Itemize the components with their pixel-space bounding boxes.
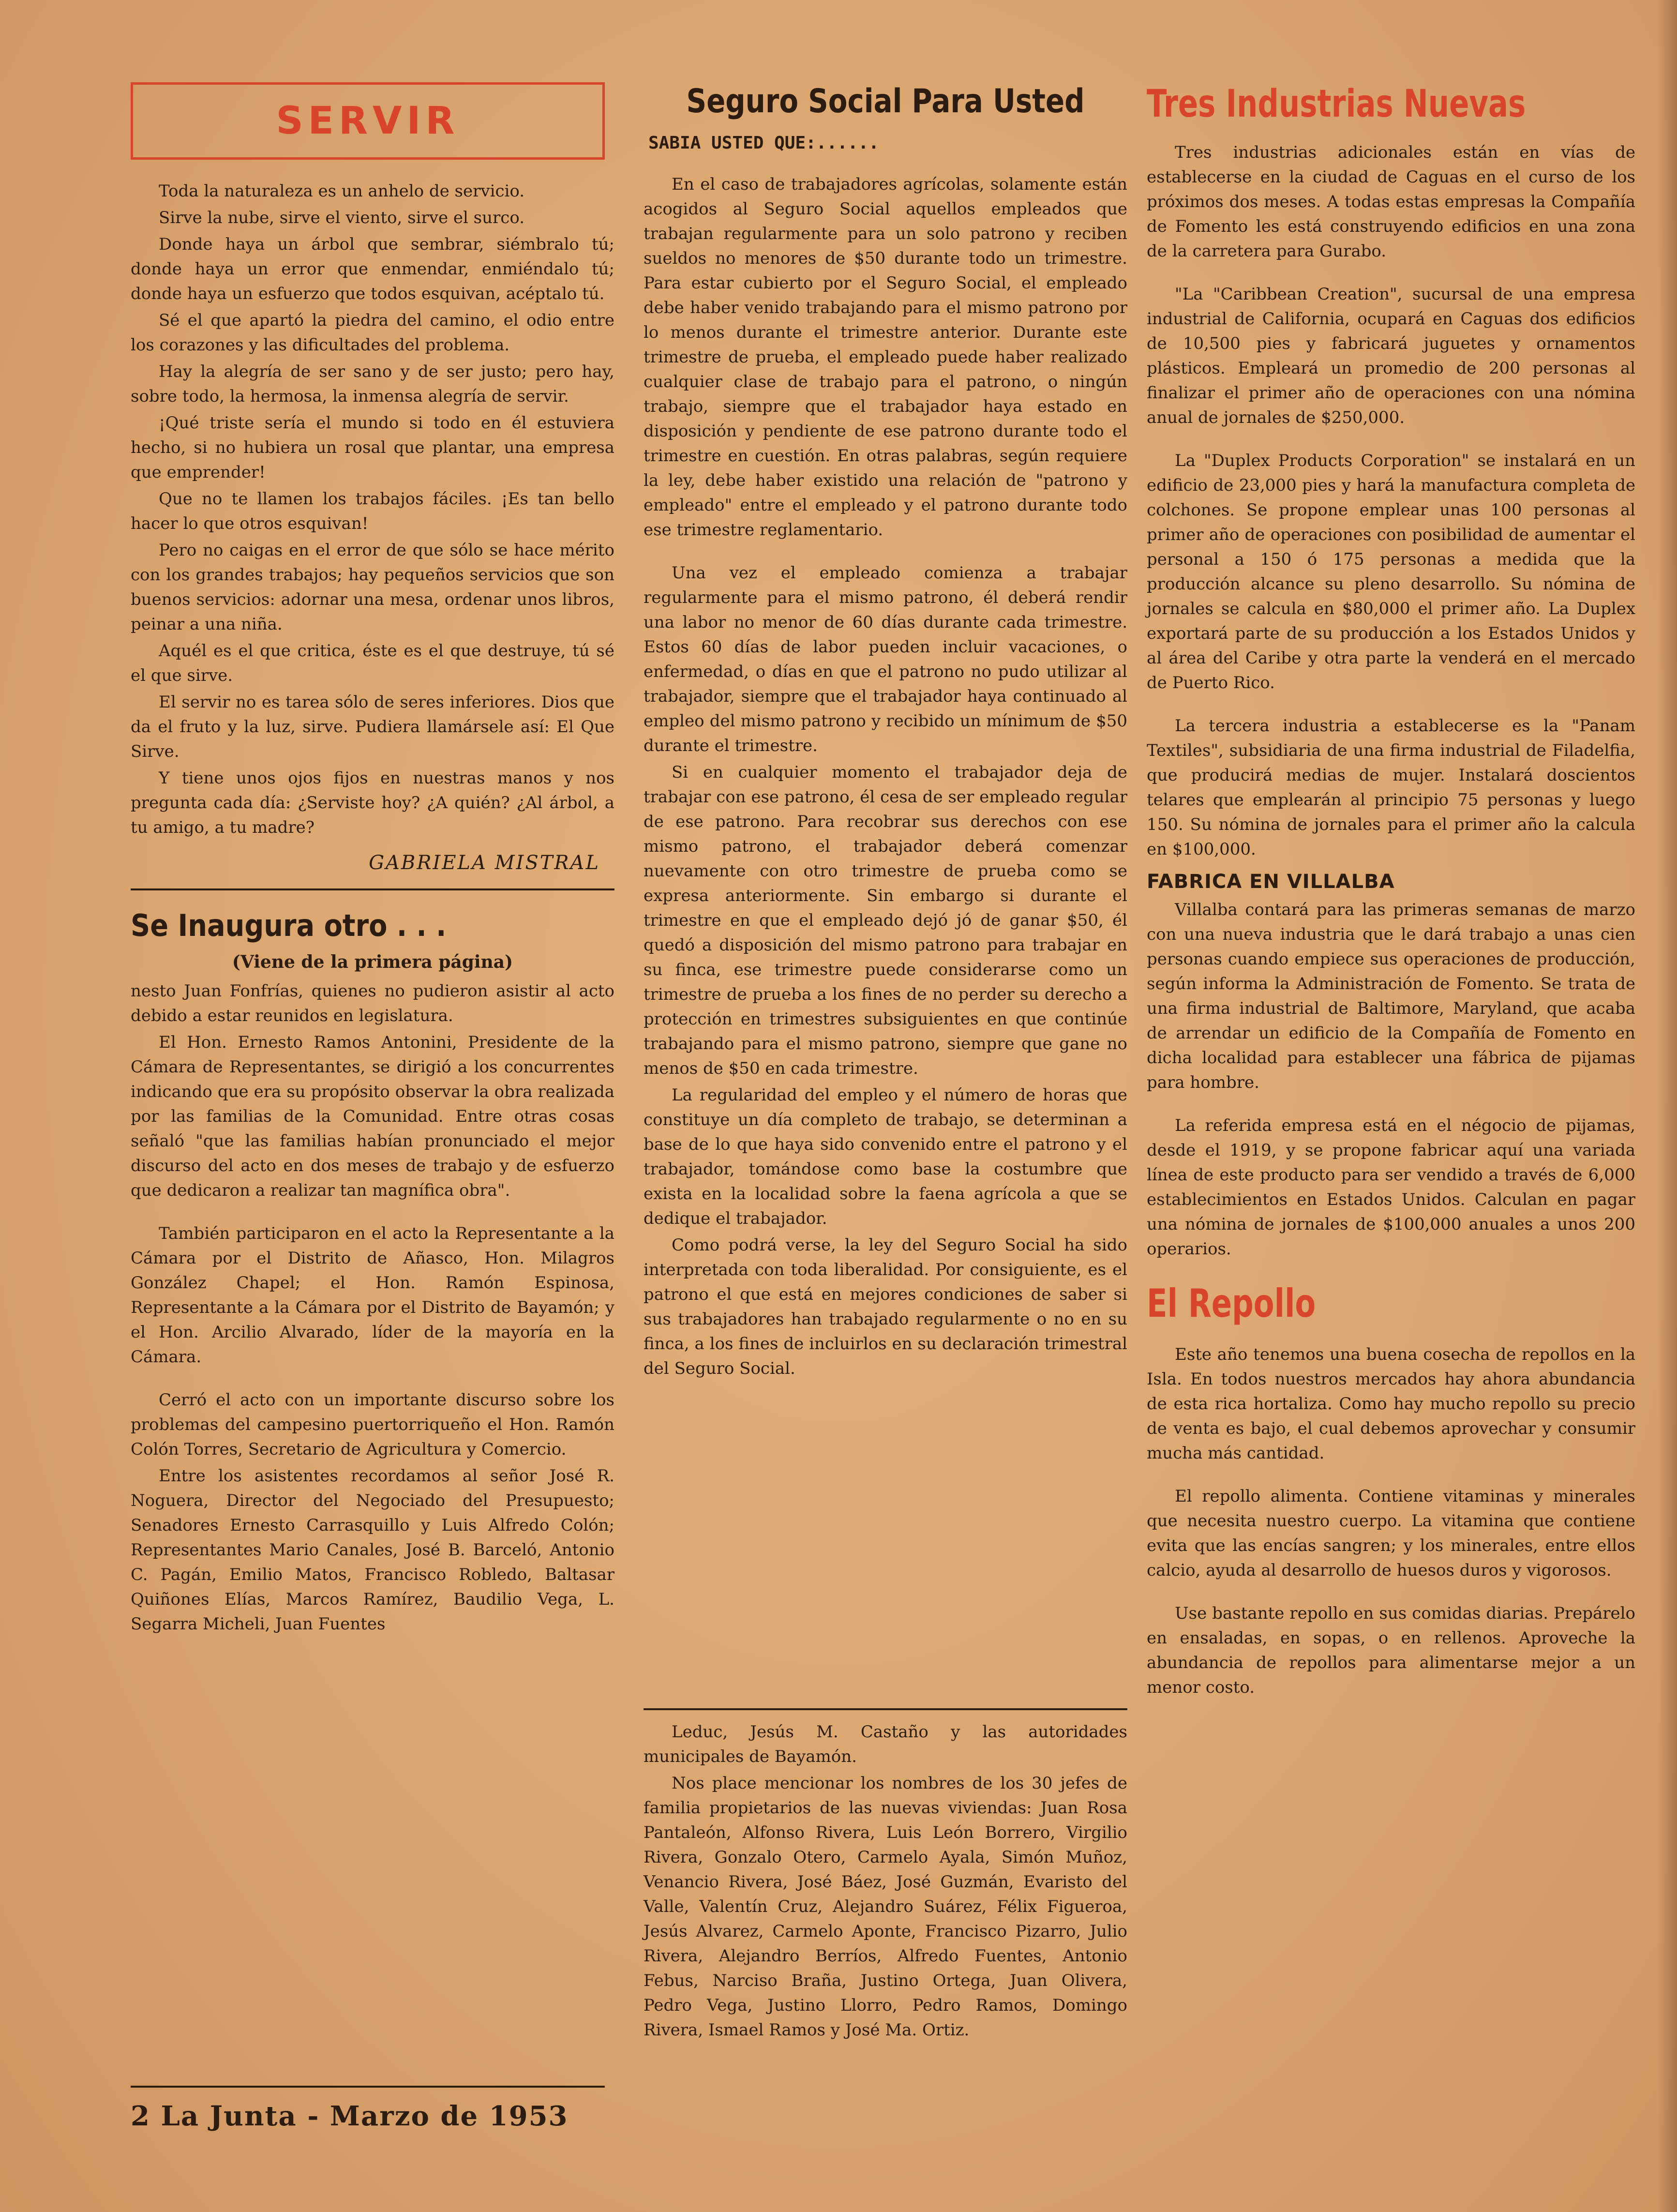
- inaugura-paragraph: Entre los asistentes recordamos al señor José R. Noguera, Director del Negociado del Presupuesto; Senadores Ernesto Carrasquillo y Luis Alfredo Colón; Representantes Mario Canales, José B. Barceló, Antonio C. Pagán, Emilio Matos, Francisco Robledo, Baltasar Quiñones Elías, Marcos Ramírez, Baudilio Vega, L. Segarra Micheli, Juan Fuentes: [131, 1466, 614, 1634]
- inaugura-paragraph: Cerró el acto con un importante discurso sobre los problemas del campesino puertorriqueño el Hon. Ramón Colón Torres, Secretario de Agricultura y Comercio.: [131, 1390, 614, 1459]
- repollo-paragraph: El repollo alimenta. Contiene vitaminas y minerales que necesita nuestro cuerpo. La vitamina que contiene evita que las encías sangren; y los minerales, entre ellos calcio, ayuda al desarrollo de huesos duros y vigorosos.: [1147, 1487, 1635, 1580]
- seguro-headline: Seguro Social Para Usted: [686, 82, 1085, 120]
- servir-paragraph: Sé el que apartó la piedra del camino, el odio entre los corazones y las dificultades del problema.: [131, 311, 614, 355]
- servir-paragraph: El servir no es tarea sólo de seres inferiores. Dios que da el fruto y la luz, sirve. Pudiera llamársele así: El Que Sirve.: [131, 692, 614, 761]
- servir-paragraph: Aquél es el que critica, éste es el que destruye, tú sé el que sirve.: [131, 641, 614, 685]
- industrias-headline: Tres Industrias Nuevas: [1147, 82, 1526, 126]
- servir-paragraph: Y tiene unos ojos fijos en nuestras manos y nos pregunta cada día: ¿Serviste hoy? ¿A quién? ¿Al árbol, a tu amigo, a tu madre?: [131, 768, 614, 837]
- page-footer: 2 La Junta - Marzo de 1953: [131, 2086, 605, 2132]
- section-divider: [131, 888, 614, 890]
- fabrica-paragraph: Villalba contará para las primeras semanas de marzo con una nueva industria que le dará trabajo a unas cien personas cuando empiece sus operaciones de producción, según informa la Administración de Fomento. Se trata de una firma industrial de Baltimore, Maryland, que acaba de arrendar un edificio de la Compañía de Fomento en dicha localidad para establecer una fábrica de pijamas para hombre.: [1147, 900, 1635, 1092]
- industrias-paragraph: La tercera industria a establecerse es la "Panam Textiles", subsidiaria de una firma industrial de Filadelfia, que producirá medias de mujer. Instalará doscientos telares que emplearán al principio 75 personas y luego 150. Su nómina de jornales para el primer año la calcula en $100,000.: [1147, 716, 1635, 859]
- inaugura-paragraph: El Hon. Ernesto Ramos Antonini, Presidente de la Cámara de Representantes, se dirigió a los concurrentes indicando que era su propósito observar la obra realizada por las familias de la Comunidad. Entre otras cosas señaló "que las familias habían pronunciado el mejor discurso del acto en dos meses de trabajo y de esfuerzo que dedicaron a realizar tan magnífica obra".: [131, 1033, 614, 1200]
- seguro-intro: SABIA USTED QUE:......: [648, 133, 879, 153]
- page-edge-shadow: [1658, 0, 1677, 2212]
- fabrica-paragraph: La referida empresa está en el négocio de pijamas, desde el 1919, y se propone fabricar aquí una variada línea de este producto para ser vendido a través de 6,000 establecimientos en Estados Unidos. Calculan en pagar una nómina de jornales de $100,000 anuales a unos 200 operarios.: [1147, 1116, 1635, 1259]
- inaugura-paragraph: También participaron en el acto la Representante a la Cámara por el Distrito de Añasco, Hon. Milagros González Chapel; el Hon. Ramón Espinosa, Representante a la Cámara por el Distrito de Bayamón; y el Hon. Arcilio Alvarado, líder de la mayoría en la Cámara.: [131, 1224, 614, 1367]
- continuation-block: [644, 1708, 1127, 2045]
- inaugura-headline: Se Inaugura otro . . .: [131, 908, 447, 943]
- seguro-paragraph: Como podrá verse, la ley del Seguro Social ha sido interpretada con toda liberalidad. Por consiguiente, es el patrono el que está en mejores condiciones de saber si sus trabajadores han trabajado regularmente o no en su finca, a los fines de incluirlos en su declaración trimestral del Seguro Social.: [644, 1235, 1127, 1378]
- continuation-paragraph: Leduc, Jesús M. Castaño y las autoridades municipales de Bayamón.: [644, 1722, 1127, 1766]
- servir-paragraph: Que no te llamen los trabajos fáciles. ¡Es tan bello hacer lo que otros esquivan!: [131, 489, 614, 533]
- continuation-paragraph: Nos place mencionar los nombres de los 30 jefes de familia propietarios de las nuevas viviendas: Juan Rosa Pantaleón, Alfonso Rivera, Luis León Borrero, Virgilio Rivera, Gonzalo Otero, Carmelo Ayala, Simón Muñoz, Venancio Rivera, José Báez, José Guzmán, Evaristo del Valle, Valentín Cruz, Alejandro Suárez, Félix Figueroa, Jesús Alvarez, Carmelo Aponte, Francisco Pizarro, Julio Rivera, Alejandro Berríos, Alfredo Fuentes, Antonio Febus, Narciso Braña, Justino Ortega, Juan Olivera, Pedro Vega, Justino Llorro, Pedro Ramos, Domingo Rivera, Ismael Ramos y José Ma. Ortiz.: [644, 1774, 1127, 2040]
- inaugura-paragraph: nesto Juan Fonfrías, quienes no pudieron asistir al acto debido a estar reunidos en legislatura.: [131, 981, 614, 1025]
- column-right: [1147, 77, 1635, 1702]
- servir-paragraph: Pero no caigas en el error de que sólo se hace mérito con los grandes trabajos; hay pequeños servicios que son buenos servicios: adornar una mesa, ordenar unos libros, peinar a una niña.: [131, 541, 614, 634]
- author-signature: GABRIELA MISTRAL: [369, 852, 600, 874]
- seguro-paragraph: Si en cualquier momento el trabajador deja de trabajar con ese patrono, él cesa de ser empleado regular de ese patrono. Para recobrar sus derechos con ese mismo patrono, el trabajador deberá comenzar nuevamente con otro trimestre de prueba como se expresa anteriormente. Sin embargo si durante el trimestre en que el empleado dejó jó de ganar $50, él quedó a disposición del mismo patrono para trabajar en su finca, ese trimestre puede considerarse como un trimestre de prueba a los fines de no perder su derecho a protección en trimestres subsiguientes en que continúe trabajando para el mismo patrono, siempre que gane no menos de $50 en cada trimestre.: [644, 763, 1127, 1078]
- servir-paragraph: Sirve la nube, sirve el viento, sirve el surco.: [159, 208, 525, 227]
- column-middle: [644, 77, 1127, 1383]
- seguro-paragraph: La regularidad del empleo y el número de horas que constituye un día completo de trabajo, se determinan a base de lo que haya sido convenido entre el patrono y el trabajador, tomándose como base la costumbre que exista en la localidad sobre la faena agrícola a que se dedique el trabajador.: [644, 1085, 1127, 1228]
- continued-note: (Viene de la primera página): [232, 952, 513, 972]
- industrias-paragraph: La "Duplex Products Corporation" se instalará en un edificio de 23,000 pies y hará la manufactura completa de colchones. Se propone emplear unas 100 personas al primer año de operaciones con posibilidad de aumentar el personal a 150 ó 175 personas a medida que la producción alcance su pleno desarrollo. Su nómina de jornales se calcula en $80,000 el primer año. La Duplex exportará parte de su producción a los Estados Unidos y al área del Caribe y otra parte la venderá en el mercado de Puerto Rico.: [1147, 451, 1635, 692]
- fabrica-subheadline: FABRICA EN VILLALBA: [1147, 871, 1395, 893]
- servir-title: SERVIR: [276, 99, 460, 143]
- seguro-paragraph: En el caso de trabajadores agrícolas, solamente están acogidos al Seguro Social aquellos empleados que trabajan regularmente para un solo patrono y reciben sueldos no menores de $50 durante todo un trimestre. Para estar cubierto por el Seguro Social, el empleado debe haber venido trabajando para el mismo patrono por lo menos durante el trimestre anterior. Durante este trimestre de prueba, el empleado puede haber realizado cualquier clase de trabajo para el patrono, o ningún trabajo, siempre que el trabajador haya estado en disposición y pendiente de ese patrono durante todo el trimestre en cuestión. En otras palabras, según requiere la ley, debe haber existido una relación de "patrono y empleado" entre el empleado y el patrono durante todo ese trimestre reglamentario.: [644, 175, 1127, 540]
- industrias-paragraph: Tres industrias adicionales están en vías de establecerse en la ciudad de Caguas en el curso de los próximos dos meses. A todas estas empresas la Compañía de Fomento les está construyendo edificios en una zona de la carretera para Gurabo.: [1147, 143, 1635, 261]
- servir-title-box: [131, 82, 605, 160]
- seguro-paragraph: Una vez el empleado comienza a trabajar regularmente para el mismo patrono, él deberá rendir una labor no menor de 60 días durante cada trimestre. Estos 60 días de labor pueden incluir vacaciones, o enfermedad, o días en que el patrono no pudo utilizar al trabajador, siempre que el trabajador haya continuado al empleo del mismo patrono y recibido un mínimum de $50 durante el trimestre.: [644, 563, 1127, 755]
- repollo-paragraph: Este año tenemos una buena cosecha de repollos en la Isla. En todos nuestros mercados hay ahora abundancia de esta rica hortaliza. Como hay mucho repollo su precio de venta es bajo, el cual debemos aprovechar y consumir mucha más cantidad.: [1147, 1345, 1635, 1463]
- industrias-paragraph: "La "Caribbean Creation", sucursal de una empresa industrial de California, ocupará en Caguas dos edificios de 10,500 pies y fabricará juguetes y ornamentos plásticos. Empleará un promedio de 200 personas al finalizar el primer año de operaciones con una nómina anual de jornales de $250,000.: [1147, 285, 1635, 427]
- servir-paragraph: Hay la alegría de ser sano y de ser justo; pero hay, sobre todo, la hermosa, la inmensa alegría de servir.: [131, 362, 614, 406]
- servir-paragraph: Toda la naturaleza es un anhelo de servicio.: [159, 181, 525, 201]
- repollo-headline: El Repollo: [1147, 1281, 1316, 1326]
- servir-paragraph: ¡Qué triste sería el mundo si todo en él estuviera hecho, si no hubiera un rosal que plantar, una empresa que emprender!: [131, 413, 614, 482]
- column-left: [131, 77, 614, 1639]
- repollo-paragraph: Use bastante repollo en sus comidas diarias. Prepárelo en ensaladas, en sopas, o en rellenos. Aproveche la abundancia de repollos para alimentarse mejor a un menor costo.: [1147, 1604, 1635, 1697]
- servir-paragraph: Donde haya un árbol que sembrar, siémbralo tú; donde haya un error que enmendar, enmiéndalo tú; donde haya un esfuerzo que todos esquivan, acéptalo tú.: [131, 235, 614, 303]
